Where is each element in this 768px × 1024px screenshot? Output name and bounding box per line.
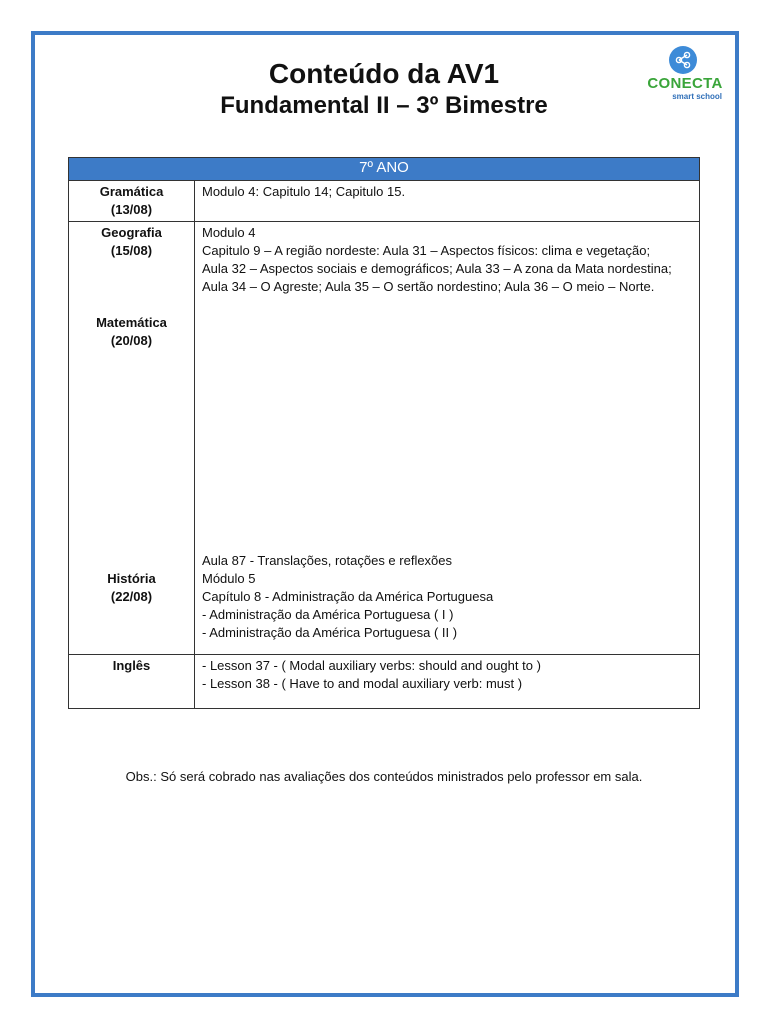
logo-tagline: smart school [672, 92, 722, 101]
subject-geografia [69, 224, 194, 260]
page-subtitle: Fundamental II – 3º Bimestre [220, 92, 548, 119]
content-geografia [202, 224, 672, 296]
content-line: - Lesson 38 - ( Have to and modal auxiliary verb: must ) [202, 676, 523, 691]
subject-matematica [69, 314, 194, 350]
content-cell-group [195, 222, 700, 655]
logo-brand: CONECTA [647, 75, 723, 92]
table-header-row [69, 158, 700, 181]
content-line: - Administração da América Portuguesa ( II ) [202, 625, 458, 640]
subject-cell [69, 181, 195, 222]
conecta-logo [640, 46, 730, 102]
subject-historia [69, 570, 194, 606]
subject-date: (15/08) [110, 243, 153, 258]
content-cell [195, 655, 700, 709]
subject-name: Inglês [112, 658, 151, 673]
content-line: Aula 87 - Translações, rotações e reflexões [202, 553, 453, 568]
subject-date: (13/08) [110, 202, 153, 217]
content-line: - Lesson 37 - ( Modal auxiliary verbs: should and ought to ) [202, 658, 541, 673]
subject-cell [69, 655, 195, 709]
subject-name: Matemática [96, 315, 167, 330]
content-line: Aula 34 – O Agreste; Aula 35 – O sertão nordestino; Aula 36 – O meio – Norte. [202, 279, 655, 294]
content-line: Capitulo 9 – A região nordeste: Aula 31 – Aspectos físicos: clima e vegetação; [202, 243, 651, 258]
subject-cell-group [69, 222, 195, 655]
content-line: - Administração da América Portuguesa ( I ) [202, 607, 454, 622]
subject-name: História [107, 571, 156, 586]
observation-note: Obs.: Só será cobrado nas avaliações dos conteúdos ministrados pelo professor em sala. [125, 769, 643, 784]
subject-name: Gramática [99, 184, 164, 199]
content-cell [195, 181, 700, 222]
share-network-icon [669, 46, 697, 74]
content-historia [202, 552, 493, 642]
content-line: Aula 32 – Aspectos sociais e demográficos; Aula 33 – A zona da Mata nordestina; [202, 261, 672, 276]
content-line: Modulo 4: Capitulo 14; Capitulo 15. [202, 184, 406, 199]
content-line: Modulo 4 [202, 225, 256, 240]
table-row [69, 655, 700, 709]
content-line: Capítulo 8 - Administração da América Portuguesa [202, 589, 494, 604]
content-line: Módulo 5 [202, 571, 256, 586]
content-table [68, 157, 700, 709]
page-title: Conteúdo da AV1 [268, 58, 500, 89]
subject-date: (20/08) [110, 333, 153, 348]
grade-header: 7º ANO [69, 158, 700, 181]
table-row [69, 222, 700, 655]
table-row [69, 181, 700, 222]
subject-date: (22/08) [110, 589, 153, 604]
subject-name: Geografia [101, 225, 162, 240]
